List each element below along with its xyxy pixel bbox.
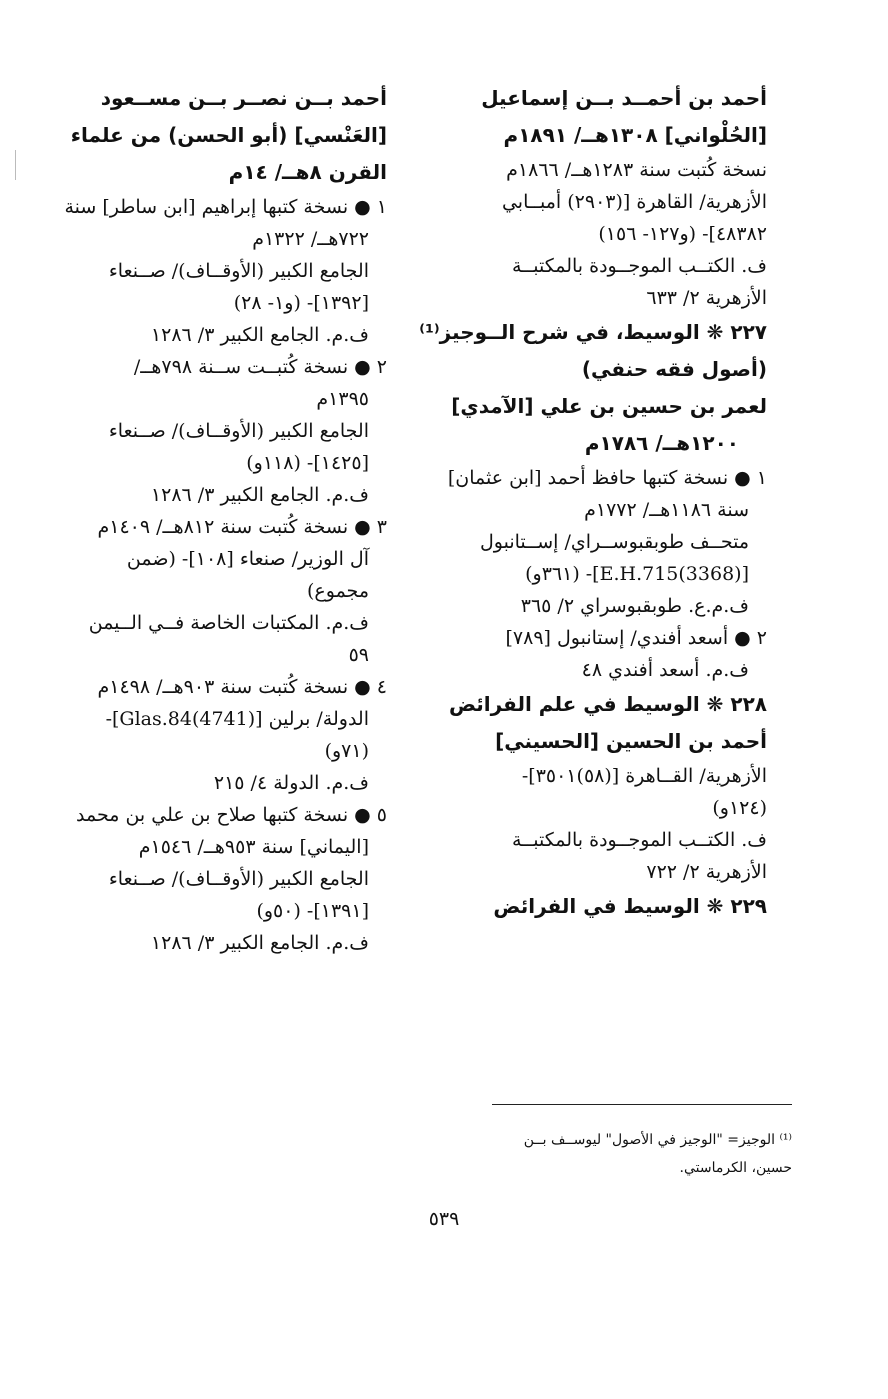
entry-line: ٢ ● نسخة كُتبــت ســنة ٧٩٨هــ/ (133, 356, 387, 378)
entry-line: ف.م. الجامع الكبير ٣/ ١٢٨٦ (150, 324, 369, 346)
entry-line: ٤٨٣٨٢]- (و١٢٧- ١٥٦) (598, 223, 767, 245)
footnote-line: ⁽¹⁾ الوجيز= "الوجيز في الأصول" ليوســف بــن (523, 1132, 792, 1148)
entry-line: ١٣٩٥م (316, 388, 369, 410)
entry-line: ٤ ● نسخة كُتبت سنة ٩٠٣هــ/ ١٤٩٨م (97, 676, 387, 698)
footnote-line: حسين، الكرماستي. (679, 1160, 792, 1176)
entry-line: ١ ● نسخة كتبها حافظ أحمد [ابن عثمان] (447, 467, 767, 489)
entry-line: الدولة/ برلين [Glas.84(4741)]- (105, 708, 369, 730)
entry-line: ف.م. الدولة ٤/ ٢١٥ (213, 772, 369, 794)
margin-mark (15, 150, 17, 180)
entry-line: الجامع الكبير (الأوقــاف)/ صــنعاء (108, 868, 369, 890)
entry-line: (١٢٤و) (712, 797, 767, 819)
entry-line: [E.H.715(3368)]- (٣٦١و) (525, 563, 749, 585)
entry-line: ف.م.ع. طوبقبوسراي ٢/ ٣٦٥ (520, 595, 749, 617)
entry-line: ١٢٠٠هــ/ ١٧٨٦م (584, 431, 739, 455)
entry-line: نسخة كُتبت سنة ١٢٨٣هــ/ ١٨٦٦م (506, 159, 767, 181)
entry-line: أحمد بــن نصــر بــن مســعود (100, 86, 387, 110)
entry-line: [١٣٩١]- (٥٠و) (256, 900, 369, 922)
left-column (57, 80, 387, 959)
entry-line: ٥٩ (348, 644, 369, 666)
entry-line: ف.م. المكتبات الخاصة فــي الــيمن (88, 612, 369, 634)
entry-line: [اليماني] سنة ٩٥٣هــ/ ١٥٤٦م (138, 836, 369, 858)
entry-line: لعمر بن حسين بن علي [الآمدي] (451, 394, 767, 418)
entry-line: آل الوزير/ صنعاء [١٠٨]- (ضمن (126, 548, 369, 570)
entry-line: سنة ١١٨٦هــ/ ١٧٧٢م (584, 499, 749, 521)
entry-line: ف. الكتــب الموجــودة بالمكتبــة (511, 255, 767, 277)
entry-line: (٧١و) (324, 740, 369, 762)
entry-line: ٢٢٧ ❋ الوسيط، في شرح الــوجيز⁽¹⁾ (419, 320, 767, 344)
entry-line: [العَنْسي] (أبو الحسن) من علماء (70, 123, 387, 147)
entry-line: الأزهرية/ القاهرة [(٢٩٠٣) أمبــابي (501, 191, 767, 213)
entry-line: متحــف طوبقبوســراي/ إســتانبول (479, 531, 749, 553)
entry-line: ٧٢٢هــ/ ١٣٢٢م (252, 228, 369, 250)
entry-line: ٥ ● نسخة كتبها صلاح بن علي بن محمد (76, 804, 387, 826)
entry-line: الأزهرية ٢/ ٦٣٣ (646, 287, 767, 309)
entry-line: ٣ ● نسخة كُتبت سنة ٨١٢هــ/ ١٤٠٩م (97, 516, 387, 538)
entry-line: القرن ٨هــ/ ١٤م (228, 160, 387, 184)
entry-line: ف.م. أسعد أفندي ٤٨ (581, 659, 749, 681)
entry-line: أحمد بن أحمــد بــن إسماعيل (481, 86, 767, 110)
entry-line: ف.م. الجامع الكبير ٣/ ١٢٨٦ (150, 932, 369, 954)
entry-line: ٢٢٨ ❋ الوسيط في علم الفرائض (448, 692, 767, 716)
entry-line: مجموع) (307, 580, 369, 602)
entry-line: أحمد بن الحسين [الحسيني] (495, 729, 767, 753)
entry-line: الجامع الكبير (الأوقــاف)/ صــنعاء (108, 260, 369, 282)
entry-line: ف. الكتــب الموجــودة بالمكتبــة (511, 829, 767, 851)
entry-line: ٢٢٩ ❋ الوسيط في الفرائض (493, 894, 767, 918)
footnote (440, 1126, 792, 1182)
entry-line: ١ ● نسخة كتبها إبراهيم [ابن ساطر] سنة (64, 196, 387, 218)
entry-line: ٢ ● أسعد أفندي/ إستانبول [٧٨٩] (505, 627, 767, 649)
entry-line: الجامع الكبير (الأوقــاف)/ صــنعاء (108, 420, 369, 442)
entry-line: [١٣٩٢]- (و١- ٢٨) (233, 292, 369, 314)
entry-line: [الحُلْواني] ١٣٠٨هــ/ ١٨٩١م (503, 123, 767, 147)
footnote-rule (492, 1104, 792, 1105)
page-number: ٥٣٩ (428, 1208, 460, 1230)
entry-line: ف.م. الجامع الكبير ٣/ ١٢٨٦ (150, 484, 369, 506)
entry-line: (أصول فقه حنفي) (581, 357, 767, 381)
right-column (419, 80, 767, 925)
entry-line: [١٤٢٥]- (١١٨و) (246, 452, 369, 474)
entry-line: الأزهرية ٢/ ٧٢٢ (646, 861, 767, 883)
entry-line: الأزهرية/ القــاهرة [(٥٨)٣٥٠١]- (521, 765, 767, 787)
